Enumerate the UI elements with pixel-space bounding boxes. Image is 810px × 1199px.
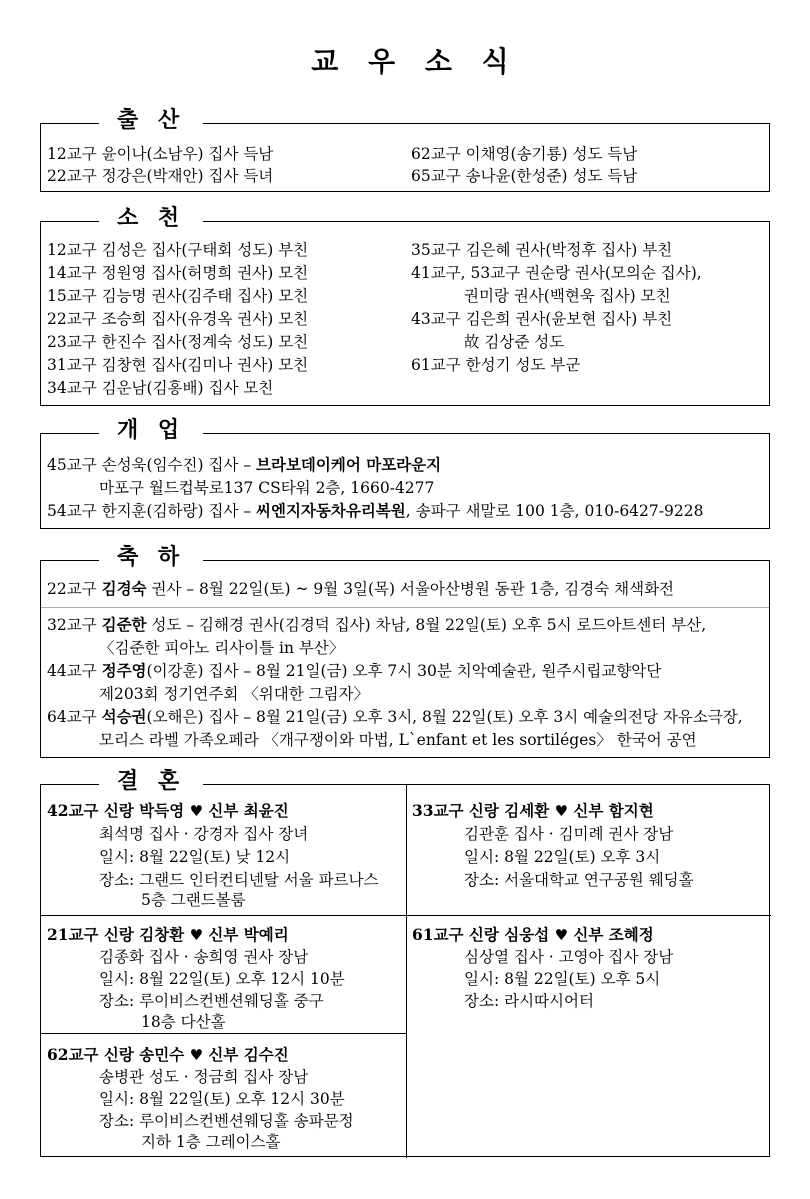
congrats-item: [47, 660, 661, 682]
groom-text: 61교구 신랑 심웅섭: [412, 925, 555, 944]
opening-business-name: 브라보데이케어 마포라운지: [256, 455, 442, 474]
wedding-detail: 장소: 서울대학교 연구공원 웨딩홀: [464, 871, 694, 889]
congrats-section: [40, 544, 770, 758]
congrats-text: 64교구: [47, 708, 102, 726]
birth-section: [40, 107, 770, 192]
funeral-item: 故 김상준 성도: [464, 333, 565, 351]
opening-heading: 개 업: [99, 415, 203, 445]
wedding-couple: [47, 924, 289, 946]
opening-item: [99, 477, 434, 499]
wedding-detail: 18층 다산홀: [141, 1013, 226, 1031]
funeral-item: 권미랑 권사(백현욱 집사) 모친: [464, 287, 671, 305]
opening-item: [47, 500, 703, 522]
congrats-text: (오해은) 집사 – 8월 21일(금) 오후 3시, 8월 22일(토) 오후 3시 예술의전당 자유소극장,: [146, 708, 743, 726]
funeral-heading: 소 천: [99, 203, 203, 233]
bride-text: 신부 박예리: [203, 925, 289, 944]
congrats-name: 석승권: [101, 707, 147, 726]
wedding-detail: 김종화 집사 · 송희영 권사 장남: [99, 948, 309, 966]
wedding-detail: 일시: 8월 22일(토) 오후 5시: [464, 970, 661, 988]
funeral-item: 41교구, 53교구 권순랑 권사(모의순 집사),: [411, 264, 702, 282]
wedding-detail: 지하 1층 그레이스홀: [141, 1133, 281, 1151]
funeral-item: 12교구 김성은 집사(구태회 성도) 부친: [47, 241, 309, 259]
wedding-detail: 최석명 집사 · 강경자 집사 장녀: [99, 825, 309, 843]
congrats-name: 김준한: [101, 615, 147, 634]
congrats-name: 김경숙: [101, 579, 147, 598]
wedding-detail: 장소: 루이비스컨벤션웨딩홀 송파문정: [99, 1112, 354, 1130]
page-title: 교 우 소 식: [311, 45, 519, 78]
bride-text: 신부 최윤진: [203, 801, 289, 820]
birth-item: 12교구 윤이나(소남우) 집사 득남: [47, 145, 274, 163]
wedding-couple: [47, 800, 289, 822]
wedding-detail: 5층 그랜드볼룸: [141, 891, 246, 909]
column-divider: [406, 785, 407, 1158]
heart-icon: ♥: [189, 802, 204, 820]
funeral-section: [40, 205, 770, 406]
row-divider: [41, 1033, 406, 1034]
opening-item-text: , 송파구 새말로 100 1층, 010-6427-9228: [405, 502, 704, 520]
wedding-detail: 일시: 8월 22일(토) 오후 3시: [464, 848, 661, 866]
funeral-item: 23교구 한진수 집사(정계숙 성도) 모친: [47, 333, 309, 351]
birth-item: 22교구 정강은(박재안) 집사 득녀: [47, 167, 274, 185]
heart-icon: ♥: [189, 926, 204, 944]
wedding-couple: [412, 924, 654, 946]
funeral-item: 43교구 김은희 권사(윤보현 집사) 부친: [411, 310, 673, 328]
congrats-text: 권사 – 8월 22일(토) ~ 9월 3일(목) 서울아산병원 동관 1층, 김경숙 채색화전: [146, 580, 675, 598]
wedding-detail: 일시: 8월 22일(토) 오후 12시 10분: [99, 970, 345, 988]
opening-item-text: 54교구 한지훈(김하랑) 집사 –: [47, 502, 257, 520]
congrats-text: (이강훈) 집사 – 8월 21일(금) 오후 7시 30분 치악예술관, 원주시립교향악단: [146, 662, 662, 680]
congrats-text: 32교구: [47, 616, 102, 634]
congrats-text: 44교구: [47, 662, 102, 680]
congrats-text: 모리스 라벨 가족오페라 〈개구쟁이와 마법, L`enfant et les sortiléges〉 한국어 공연: [99, 731, 697, 749]
wedding-detail: 장소: 루이비스컨벤션웨딩홀 중구: [99, 992, 324, 1010]
heart-icon: ♥: [189, 1046, 204, 1064]
congrats-text: 〈김준한 피아노 리사이틀 in 부산〉: [99, 639, 345, 657]
wedding-detail: 장소: 라시따시어터: [464, 992, 594, 1010]
opening-section: [40, 417, 770, 529]
groom-text: 42교구 신랑 박득영: [47, 801, 190, 820]
congrats-item: [99, 637, 344, 659]
funeral-item: 34교구 김운남(김홍배) 집사 모친: [47, 379, 274, 397]
congrats-item: [99, 683, 369, 705]
opening-item-text: 마포구 월드컵북로137 CS타워 2층, 1660-4277: [99, 479, 435, 497]
congrats-name: 정주영: [101, 661, 147, 680]
wedding-section: [40, 768, 770, 1157]
wedding-heading: 결 혼: [99, 766, 203, 796]
congrats-text: 22교구: [47, 580, 102, 598]
funeral-item: 22교구 조승희 집사(유경옥 권사) 모친: [47, 310, 309, 328]
funeral-item: 35교구 김은혜 권사(박정후 집사) 부친: [411, 241, 673, 259]
wedding-detail: 심상열 집사 · 고영아 집사 장남: [464, 948, 674, 966]
congrats-heading: 축 하: [99, 542, 203, 572]
wedding-detail: 일시: 8월 22일(토) 낮 12시: [99, 848, 291, 866]
funeral-item: 14교구 정원영 집사(허명희 권사) 모친: [47, 264, 309, 282]
opening-item-text: 45교구 손성욱(임수진) 집사 –: [47, 456, 257, 474]
congrats-item: [99, 729, 697, 751]
wedding-detail: 김관훈 집사 · 김미례 권사 장남: [464, 825, 674, 843]
bride-text: 신부 조혜정: [568, 925, 654, 944]
congrats-item: [47, 578, 674, 600]
opening-business-name: 씨엔지자동차유리복원: [256, 501, 406, 520]
heart-icon: ♥: [554, 926, 569, 944]
wedding-detail: 일시: 8월 22일(토) 오후 12시 30분: [99, 1090, 345, 1108]
congrats-item: [47, 614, 706, 636]
heart-icon: ♥: [554, 802, 569, 820]
funeral-item: 61교구 한성기 성도 부군: [411, 356, 581, 374]
congrats-item: [47, 706, 743, 728]
wedding-detail: 장소: 그랜드 인터컨티넨탈 서울 파르나스: [99, 871, 379, 889]
birth-item: 62교구 이채영(송기룡) 성도 득남: [411, 145, 638, 163]
row-divider: [41, 915, 771, 916]
funeral-item: 15교구 김능명 권사(김주태 집사) 모친: [47, 287, 309, 305]
funeral-item: 31교구 김창현 집사(김미나 권사) 모친: [47, 356, 309, 374]
opening-item: [47, 454, 441, 476]
wedding-couple: [412, 800, 654, 822]
wedding-couple: [47, 1044, 289, 1066]
bride-text: 신부 함지현: [568, 801, 654, 820]
birth-item: 65교구 송나윤(한성준) 성도 득남: [411, 167, 638, 185]
birth-heading: 출 산: [99, 105, 203, 135]
divider: [41, 607, 769, 608]
wedding-detail: 송병관 성도 · 정금희 집사 장남: [99, 1068, 309, 1086]
groom-text: 33교구 신랑 김세환: [412, 801, 555, 820]
groom-text: 21교구 신랑 김창환: [47, 925, 190, 944]
groom-text: 62교구 신랑 송민수: [47, 1045, 190, 1064]
congrats-text: 제203회 정기연주회 〈위대한 그림자〉: [99, 685, 370, 703]
congrats-text: 성도 – 김해경 권사(김경덕 집사) 차남, 8월 22일(토) 오후 5시 로드아트센터 부산,: [146, 616, 707, 634]
bride-text: 신부 김수진: [203, 1045, 289, 1064]
